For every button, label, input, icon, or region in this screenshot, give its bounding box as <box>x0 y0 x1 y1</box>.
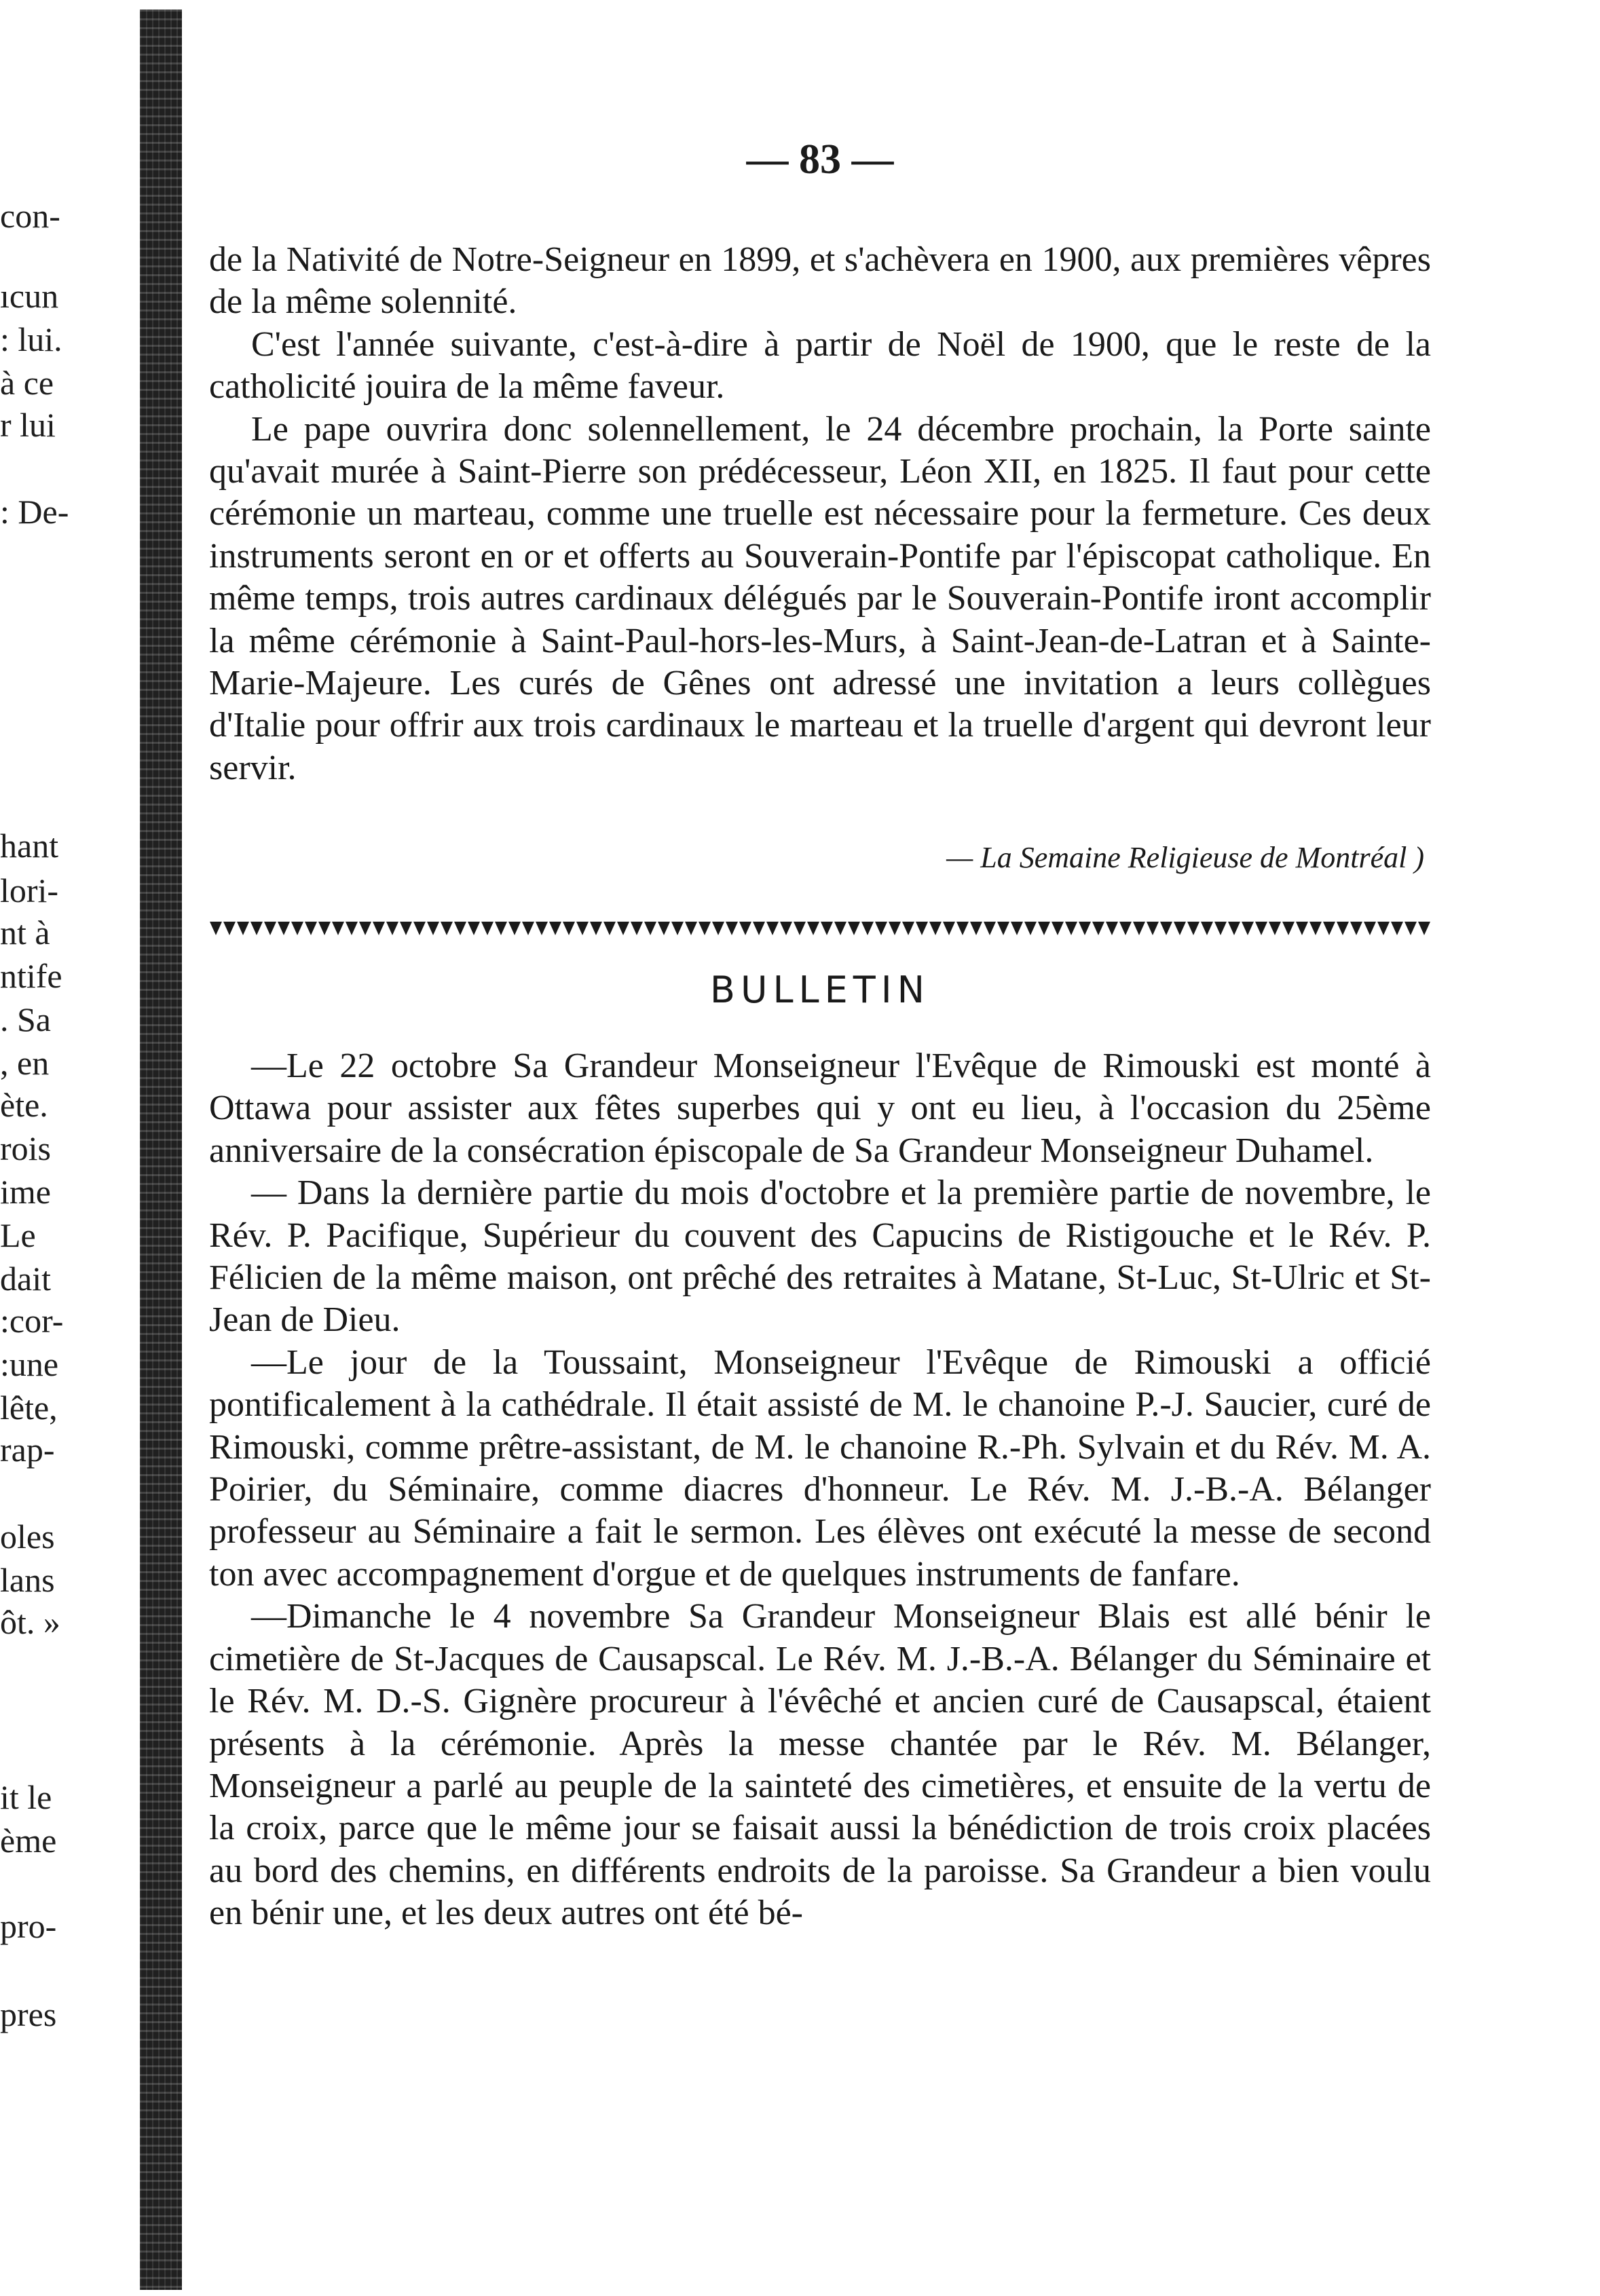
adjacent-page-fragment: :cor- <box>0 1302 64 1340</box>
article-paragraph: C'est l'année suivante, c'est-à-dire à partir de Noël de 1900, que le reste de la catholicité jouira de la même faveur. <box>209 324 1431 407</box>
adjacent-page-fragment: ôt. » <box>0 1603 60 1641</box>
adjacent-page-fragment: oles <box>0 1518 55 1556</box>
adjacent-page-fragment: pro- <box>0 1907 57 1945</box>
adjacent-page-fragment: lans <box>0 1561 55 1599</box>
adjacent-page-fragment: . Sa <box>0 1000 51 1038</box>
article-text <box>209 239 1431 789</box>
bulletin-paragraph: — Dans la dernière partie du mois d'octobre et la première partie de novembre, le Rév. P. Pacifique, Supérieur du couvent des Capucins de Ristigouche et le Rév. P. Félicien de la même maison, ont prêché des retraites à Matane, St-Luc, St-Ulric et St-Jean de Dieu. <box>209 1173 1431 1340</box>
adjacent-page-fragment: rois <box>0 1129 51 1167</box>
article-attribution: — La Semaine Religieuse de Montréal ) <box>946 841 1424 874</box>
adjacent-page-fragment: it le <box>0 1778 52 1816</box>
adjacent-page-fragment: rap- <box>0 1431 55 1469</box>
adjacent-page-column <box>0 0 136 2296</box>
adjacent-page-fragment: : lui. <box>0 320 62 358</box>
adjacent-page-fragment: lori- <box>0 871 59 909</box>
adjacent-page-fragment: ntife <box>0 957 62 995</box>
bulletin-text <box>209 1045 1431 1935</box>
ornamental-divider <box>209 918 1431 938</box>
section-heading: BULLETIN <box>709 968 931 1011</box>
adjacent-page-fragment: à ce <box>0 364 54 402</box>
adjacent-page-fragment: Le <box>0 1216 36 1254</box>
adjacent-page-fragment: hant <box>0 827 59 865</box>
adjacent-page-fragment: ème <box>0 1822 57 1860</box>
article-paragraph: de la Nativité de Notre-Seigneur en 1899, et s'achèvera en 1900, aux premières vêpres de la même solennité. <box>209 240 1431 322</box>
bulletin-paragraph: —Le 22 octobre Sa Grandeur Monseigneur l'Evêque de Rimouski est monté à Ottawa pour assister aux fêtes superbes qui y ont eu lieu, à l'occasion du 25ème anniversaire de la consécration épiscopale de Sa Grandeur Monseigneur Duhamel. <box>209 1047 1431 1170</box>
adjacent-page-fragment: nt à <box>0 914 50 952</box>
adjacent-page-fragment: :une <box>0 1345 59 1383</box>
bulletin-paragraph: —Dimanche le 4 novembre Sa Grandeur Monseigneur Blais est allé bénir le cimetière de St-Jacques de Causapscal. Le Rév. M. J.-B.-A. Bélanger du Séminaire et le Rév. M. D.-S. Gignère procureur à l'évêché et ancien curé de Causapscal, étaient présents à la cérémonie. Après la messe chantée par le Rév. M. Bélanger, Monseigneur a parlé au peuple de la sainteté des cimetières, et ensuite de la vertu de la croix, parce que le même jour se faisait aussi la bénédiction de trois croix placées au bord des chemins, en différents endroits de la paroisse. Sa Grandeur a bien voulu en bénir une, et les deux autres ont été bé- <box>209 1597 1431 1933</box>
adjacent-page-fragment: , en <box>0 1044 50 1082</box>
adjacent-page-fragment: pres <box>0 1995 57 2033</box>
article-paragraph: Le pape ouvrira donc solennellement, le 24 décembre prochain, la Porte sainte qu'avait murée à Saint-Pierre son prédécesseur, Léon XII, en 1825. Il faut pour cette cérémonie un marteau, comme une truelle est nécessaire pour la fermeture. Ces deux instruments seront en or et offerts au Souverain-Pontife par l'épiscopat catholique. En même temps, trois autres cardinaux délégués par le Souverain-Pontife iront accomplir la même cérémonie à Saint-Paul-hors-les-Murs, à Saint-Jean-de-Latran et à Sainte-Marie-Majeure. Les curés de Gênes ont adressé une invitation a leurs collègues d'Italie pour offrir aux trois cardinaux le marteau et la truelle d'argent qui devront leur servir. <box>209 409 1431 787</box>
adjacent-page-fragment: : De- <box>0 493 69 531</box>
adjacent-page-fragment: dait <box>0 1260 51 1298</box>
adjacent-page-fragment: ète. <box>0 1086 48 1124</box>
page-number: — 83 — <box>746 136 894 183</box>
bulletin-paragraph: —Le jour de la Toussaint, Monseigneur l'Evêque de Rimouski a officié pontificalement à la cathédrale. Il était assisté de M. le chanoine P.-J. Saucier, curé de Rimouski, comme prêtre-assistant, de M. le chanoine R.-Ph. Sylvain et du Rév. M. A. Poirier, du Séminaire, comme diacres d'honneur. Le Rév. M. J.-B.-A. Bélanger professeur au Séminaire a fait le sermon. Les élèves ont exécuté la messe de second ton avec accompagnement d'orgue et de quelques instruments de fanfare. <box>209 1342 1431 1594</box>
adjacent-page-fragment: r lui <box>0 406 56 444</box>
page-gutter-binding <box>140 10 182 2290</box>
adjacent-page-fragment: ime <box>0 1173 51 1211</box>
adjacent-page-fragment: lête, <box>0 1389 58 1427</box>
adjacent-page-fragment: ıcun <box>0 277 59 315</box>
adjacent-page-fragment: con- <box>0 197 60 235</box>
